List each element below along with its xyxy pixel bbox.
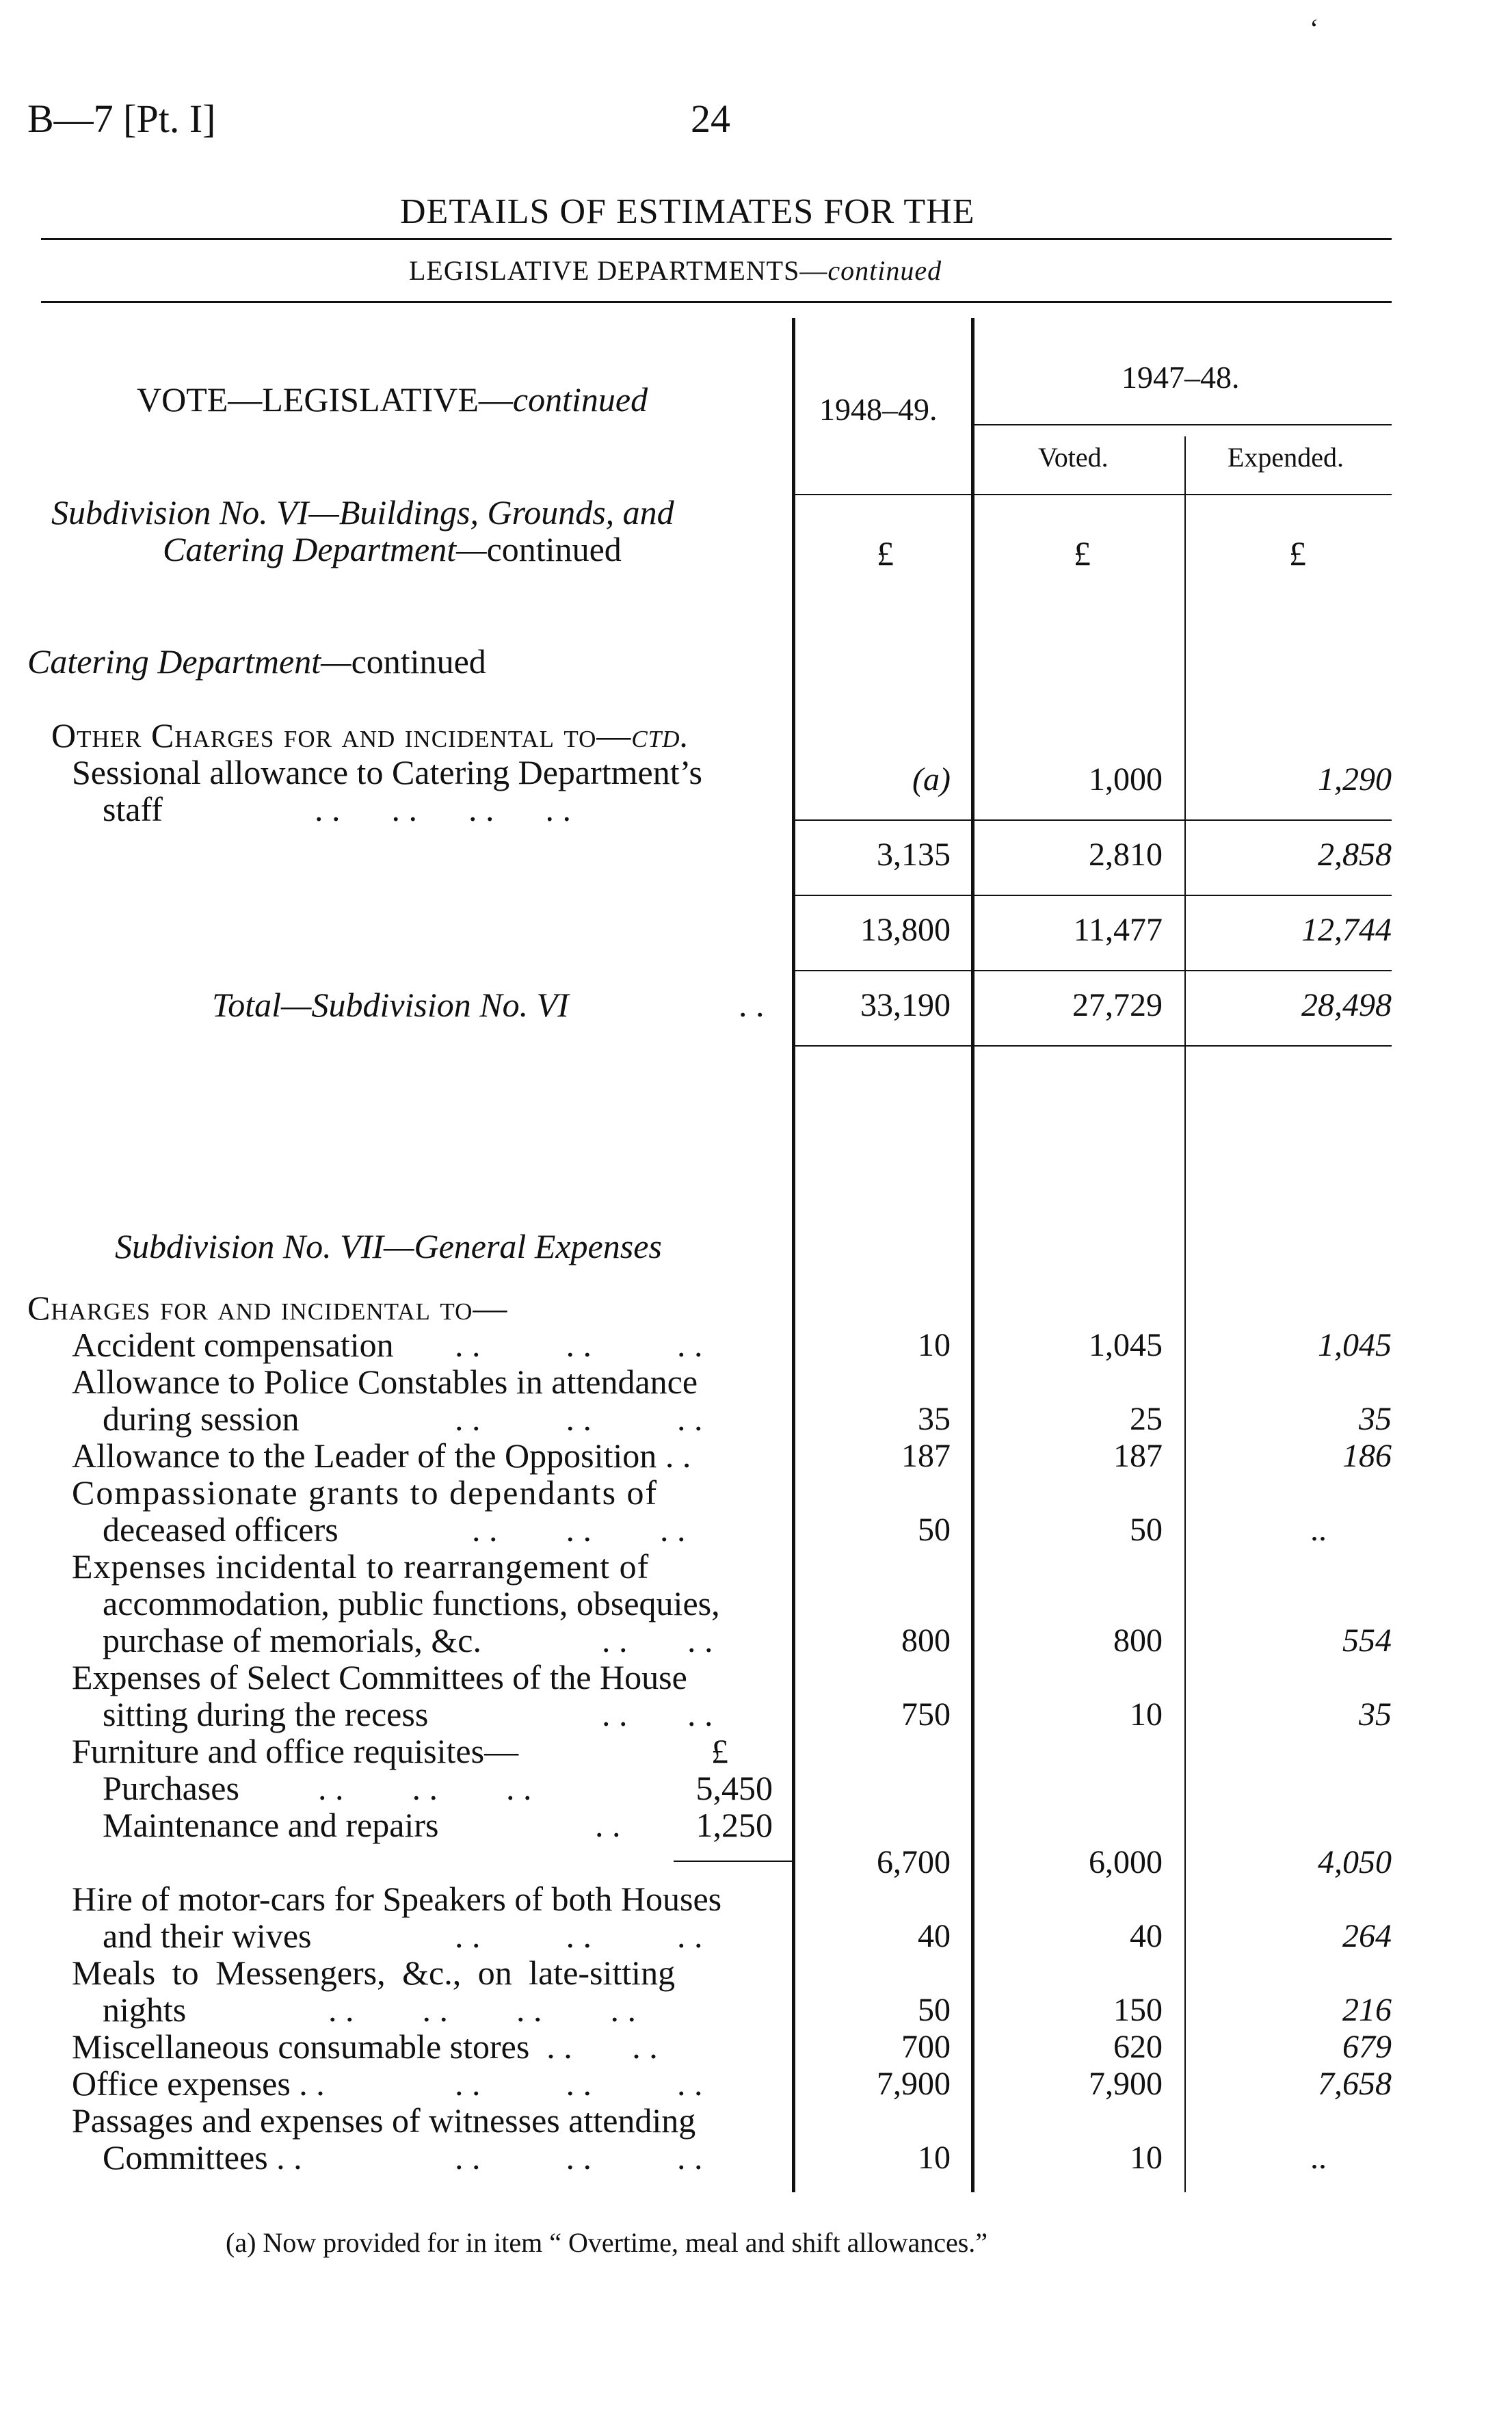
meals-voted: 150 bbox=[1113, 1992, 1163, 2028]
misc-label: Miscellaneous consumable stores . . . . bbox=[72, 2027, 658, 2066]
sessional-1948: (a) bbox=[912, 761, 951, 798]
passages-1948: 10 bbox=[918, 2140, 951, 2176]
header-bottom-rule bbox=[795, 494, 1392, 495]
total-vi-voted: 27,729 bbox=[1072, 987, 1163, 1023]
subdivision-vii-heading: Subdivision No. VII—General Expenses bbox=[115, 1227, 662, 1265]
subtitle-rule bbox=[41, 301, 1392, 303]
subtotal1-1948: 3,135 bbox=[877, 837, 951, 873]
column-1947-header: 1947–48. bbox=[1122, 360, 1240, 395]
subtotal-rule-2 bbox=[795, 895, 1392, 896]
expenses-1948: 800 bbox=[901, 1622, 951, 1659]
catering-heading: Catering Department—continued bbox=[27, 642, 486, 681]
motor-voted: 40 bbox=[1130, 1918, 1163, 1954]
document-title: DETAILS OF ESTIMATES FOR THE bbox=[400, 192, 975, 231]
expenses-expended: 554 bbox=[1342, 1622, 1392, 1659]
page-number: 24 bbox=[691, 96, 730, 141]
subdivision-vi-heading-line1: Subdivision No. VI—Buildings, Grounds, and bbox=[51, 493, 674, 531]
furniture-1948: 6,700 bbox=[877, 1844, 951, 1880]
document-subtitle: LEGISLATIVE DEPARTMENTS—continued bbox=[409, 255, 942, 286]
passages-expended: .. bbox=[1310, 2140, 1327, 2176]
leader-voted: 187 bbox=[1113, 1438, 1163, 1474]
subtotal1-expended: 2,858 bbox=[1318, 837, 1392, 873]
police-label-1: Allowance to Police Constables in attendance bbox=[72, 1363, 698, 1401]
purchases-label: Purchases bbox=[103, 1769, 239, 1807]
footnote: (a) Now provided for in item “ Overtime, meal and shift allowances.” bbox=[226, 2227, 988, 2258]
passages-label-1: Passages and expenses of witnesses attending bbox=[72, 2101, 696, 2140]
row-dots: . . . . bbox=[602, 1695, 713, 1733]
subtotal2-expended: 12,744 bbox=[1301, 912, 1392, 948]
page-reference: B—7 [Pt. I] bbox=[27, 96, 216, 141]
row-dots: . . . . . . . . bbox=[328, 1990, 636, 2029]
total-rule-bottom bbox=[795, 1045, 1392, 1047]
select-1948: 750 bbox=[901, 1696, 951, 1733]
select-expended: 35 bbox=[1359, 1696, 1392, 1733]
subdivision-vi-heading-line2: Catering Department—continued bbox=[163, 530, 622, 568]
office-label: Office expenses . . bbox=[72, 2064, 325, 2103]
vote-heading: VOTE—LEGISLATIVE—continued bbox=[137, 380, 648, 419]
sessional-expended: 1,290 bbox=[1318, 761, 1392, 798]
maintenance-amount: 1,250 bbox=[695, 1806, 773, 1844]
total-rule-top bbox=[795, 970, 1392, 971]
motor-expended: 264 bbox=[1342, 1918, 1392, 1954]
accident-voted: 1,045 bbox=[1089, 1327, 1163, 1363]
office-1948: 7,900 bbox=[877, 2066, 951, 2102]
compassionate-expended: .. bbox=[1310, 1512, 1327, 1548]
column-divider-voted bbox=[1184, 436, 1186, 2192]
motor-label-1: Hire of motor-cars for Speakers of both Houses bbox=[72, 1880, 722, 1918]
expenses-label-3: purchase of memorials, &c. bbox=[103, 1621, 481, 1659]
accident-label: Accident compensation bbox=[72, 1326, 394, 1364]
tick-mark: ‘ bbox=[1310, 13, 1319, 44]
subtotal2-1948: 13,800 bbox=[860, 912, 951, 948]
misc-expended: 679 bbox=[1342, 2029, 1392, 2065]
select-label-2: sitting during the recess bbox=[103, 1695, 429, 1733]
meals-label-1: Meals to Messengers, &c., on late-sitting bbox=[72, 1954, 676, 1992]
column-expended-header: Expended. bbox=[1228, 442, 1344, 473]
motor-1948: 40 bbox=[918, 1918, 951, 1954]
sessional-allowance-label: Sessional allowance to Catering Department’s bbox=[72, 753, 702, 791]
compassionate-voted: 50 bbox=[1130, 1512, 1163, 1548]
compassionate-1948: 50 bbox=[918, 1512, 951, 1548]
office-expended: 7,658 bbox=[1318, 2066, 1392, 2102]
header-1947-rule bbox=[974, 424, 1392, 425]
meals-1948: 50 bbox=[918, 1992, 951, 2028]
leader-expended: 186 bbox=[1342, 1438, 1392, 1474]
row-dots: . . . . . . bbox=[455, 2138, 703, 2177]
other-charges-heading: Other Charges for and incidental to—ctd. bbox=[51, 716, 689, 754]
police-expended: 35 bbox=[1359, 1401, 1392, 1437]
currency-1948: £ bbox=[877, 534, 894, 573]
police-1948: 35 bbox=[918, 1401, 951, 1437]
accident-expended: 1,045 bbox=[1318, 1327, 1392, 1363]
passages-label-2: Committees . . bbox=[103, 2138, 302, 2177]
purchases-amount: 5,450 bbox=[695, 1769, 773, 1807]
subtotal2-voted: 11,477 bbox=[1073, 912, 1163, 948]
charges-heading: Charges for and incidental to— bbox=[27, 1289, 508, 1327]
total-subdivision-vi-label: Total—Subdivision No. VI bbox=[212, 986, 569, 1024]
currency-expended: £ bbox=[1289, 534, 1306, 573]
subtotal-rule-1 bbox=[795, 819, 1392, 821]
select-label-1: Expenses of Select Committees of the House bbox=[72, 1658, 687, 1696]
row-dots: . . . . . . bbox=[472, 1510, 686, 1549]
office-voted: 7,900 bbox=[1089, 2066, 1163, 2102]
passages-voted: 10 bbox=[1130, 2140, 1163, 2176]
furniture-currency: £ bbox=[711, 1732, 728, 1770]
currency-voted: £ bbox=[1074, 534, 1091, 573]
motor-label-2: and their wives bbox=[103, 1917, 312, 1955]
furniture-subtotal-rule bbox=[674, 1861, 793, 1862]
total-vi-1948: 33,190 bbox=[860, 987, 951, 1023]
misc-voted: 620 bbox=[1113, 2029, 1163, 2065]
subtotal1-voted: 2,810 bbox=[1089, 837, 1163, 873]
total-dots: . . bbox=[739, 986, 765, 1024]
meals-expended: 216 bbox=[1342, 1992, 1392, 2028]
row-dots: . . . . . . bbox=[455, 1326, 703, 1364]
column-voted-header: Voted. bbox=[1038, 442, 1109, 473]
row-dots: . . . . bbox=[602, 1621, 713, 1659]
compassionate-label-1: Compassionate grants to dependants of bbox=[72, 1473, 659, 1512]
meals-label-2: nights bbox=[103, 1990, 187, 2029]
row-dots: . . . . . . bbox=[318, 1769, 532, 1807]
total-vi-expended: 28,498 bbox=[1301, 987, 1392, 1023]
row-dots: . . bbox=[595, 1806, 621, 1844]
sessional-allowance-label-2: staff . . . . . . . . bbox=[103, 790, 571, 828]
maintenance-label: Maintenance and repairs bbox=[103, 1806, 439, 1844]
expenses-voted: 800 bbox=[1113, 1622, 1163, 1659]
furniture-voted: 6,000 bbox=[1089, 1844, 1163, 1880]
leader-1948: 187 bbox=[901, 1438, 951, 1474]
police-label-2: during session bbox=[103, 1399, 300, 1438]
misc-1948: 700 bbox=[901, 2029, 951, 2065]
police-voted: 25 bbox=[1130, 1401, 1163, 1437]
sessional-voted: 1,000 bbox=[1089, 761, 1163, 798]
leader-label: Allowance to the Leader of the Opposition . . bbox=[72, 1436, 691, 1475]
title-rule bbox=[41, 238, 1392, 240]
select-voted: 10 bbox=[1130, 1696, 1163, 1733]
expenses-label-2: accommodation, public functions, obsequies, bbox=[103, 1584, 720, 1622]
expenses-label-1: Expenses incidental to rearrangement of bbox=[72, 1547, 650, 1586]
row-dots: . . . . . . bbox=[455, 1917, 703, 1955]
row-dots: . . . . . . bbox=[455, 2064, 703, 2103]
furniture-label: Furniture and office requisites— bbox=[72, 1732, 519, 1770]
column-divider-1948 bbox=[971, 318, 974, 2192]
compassionate-label-2: deceased officers bbox=[103, 1510, 339, 1549]
column-divider-label bbox=[792, 318, 795, 2192]
row-dots: . . . . . . bbox=[455, 1399, 703, 1438]
accident-1948: 10 bbox=[918, 1327, 951, 1363]
furniture-expended: 4,050 bbox=[1318, 1844, 1392, 1880]
column-1948-header: 1948–49. bbox=[819, 392, 938, 427]
